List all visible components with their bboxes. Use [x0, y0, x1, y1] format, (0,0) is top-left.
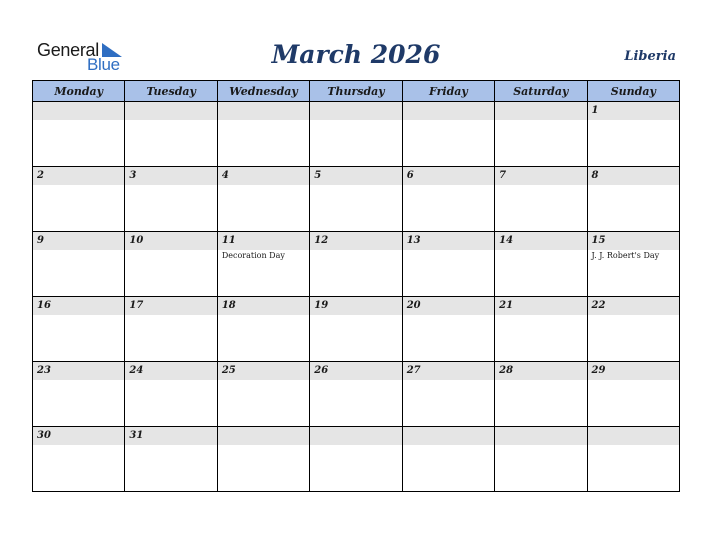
- day-cell: [217, 427, 309, 492]
- day-cell: [495, 427, 587, 492]
- day-cell: [495, 232, 587, 297]
- day-number: 2: [33, 167, 124, 185]
- day-number: 8: [588, 167, 679, 185]
- day-number: 9: [33, 232, 124, 250]
- day-number: 23: [33, 362, 124, 380]
- page-title: March 2026: [271, 40, 441, 69]
- day-cell: [217, 297, 309, 362]
- logo-word-blue: Blue: [87, 55, 120, 74]
- day-number: [588, 427, 679, 445]
- day-number: 1: [588, 102, 679, 120]
- day-number: 16: [33, 297, 124, 315]
- day-cell: [495, 102, 587, 167]
- day-number: 18: [218, 297, 309, 315]
- day-number: [218, 427, 309, 445]
- day-cell: [310, 427, 402, 492]
- day-number: 31: [125, 427, 216, 445]
- day-number: 6: [403, 167, 494, 185]
- day-number: 10: [125, 232, 216, 250]
- day-cell: [33, 102, 125, 167]
- day-number: 29: [588, 362, 679, 380]
- day-cell: [217, 102, 309, 167]
- weekday-header-row: [33, 81, 680, 102]
- day-cell: [125, 232, 217, 297]
- day-cell: [587, 362, 679, 427]
- weekday-header: Wednesday: [217, 81, 309, 102]
- day-number: 27: [403, 362, 494, 380]
- weekday-header: Friday: [402, 81, 494, 102]
- day-number: 11: [218, 232, 309, 250]
- day-number: 19: [310, 297, 401, 315]
- weekday-header: Monday: [33, 81, 125, 102]
- day-cell: [495, 362, 587, 427]
- day-number: 25: [218, 362, 309, 380]
- day-number: 28: [495, 362, 586, 380]
- day-cell: [402, 102, 494, 167]
- week-row: [33, 232, 680, 297]
- weekday-header: Thursday: [310, 81, 402, 102]
- country-label: Liberia: [624, 49, 676, 64]
- weekday-header: Saturday: [495, 81, 587, 102]
- week-row: [33, 297, 680, 362]
- day-cell: [402, 232, 494, 297]
- day-cell: [310, 167, 402, 232]
- day-cell: [217, 167, 309, 232]
- day-number: [403, 102, 494, 120]
- day-cell: [402, 427, 494, 492]
- day-cell: [310, 362, 402, 427]
- day-number: 14: [495, 232, 586, 250]
- day-number: [495, 102, 586, 120]
- day-number: [33, 102, 124, 120]
- week-row: [33, 427, 680, 492]
- day-cell: [310, 102, 402, 167]
- day-cell: [125, 167, 217, 232]
- day-cell: [33, 232, 125, 297]
- day-number: 5: [310, 167, 401, 185]
- day-number: [125, 102, 216, 120]
- holiday-label: J. J. Robert's Day: [591, 251, 660, 260]
- day-cell: [125, 102, 217, 167]
- day-cell: [33, 362, 125, 427]
- day-cell: [125, 297, 217, 362]
- day-number: 30: [33, 427, 124, 445]
- day-cell: [310, 232, 402, 297]
- day-cell: [587, 232, 679, 297]
- day-number: [218, 102, 309, 120]
- week-row: [33, 102, 680, 167]
- day-cell: [33, 167, 125, 232]
- day-number: 17: [125, 297, 216, 315]
- day-number: 3: [125, 167, 216, 185]
- day-number: 4: [218, 167, 309, 185]
- day-cell: [402, 297, 494, 362]
- day-cell: [33, 427, 125, 492]
- day-number: 24: [125, 362, 216, 380]
- day-number: [310, 102, 401, 120]
- day-cell: [217, 362, 309, 427]
- day-number: 7: [495, 167, 586, 185]
- day-cell: [402, 362, 494, 427]
- day-cell: [587, 167, 679, 232]
- day-cell: [495, 167, 587, 232]
- day-number: 20: [403, 297, 494, 315]
- day-cell: [587, 427, 679, 492]
- weekday-header: Tuesday: [125, 81, 217, 102]
- day-number: 12: [310, 232, 401, 250]
- day-number: 26: [310, 362, 401, 380]
- logo-word-general: General: [37, 40, 99, 60]
- day-cell: [495, 297, 587, 362]
- day-cell: [33, 297, 125, 362]
- weekday-header: Sunday: [587, 81, 679, 102]
- day-number: [403, 427, 494, 445]
- day-cell: [217, 232, 309, 297]
- day-number: 21: [495, 297, 586, 315]
- day-cell: [125, 362, 217, 427]
- week-row: [33, 167, 680, 232]
- day-cell: [125, 427, 217, 492]
- holiday-label: Decoration Day: [221, 251, 285, 260]
- day-number: 22: [588, 297, 679, 315]
- day-number: [495, 427, 586, 445]
- week-row: [33, 362, 680, 427]
- day-cell: [587, 102, 679, 167]
- day-cell: [587, 297, 679, 362]
- calendar-grid: [32, 80, 680, 492]
- day-cell: [310, 297, 402, 362]
- day-number: 13: [403, 232, 494, 250]
- day-number: 15: [588, 232, 679, 250]
- calendar-body: [33, 102, 680, 492]
- day-number: [310, 427, 401, 445]
- day-cell: [402, 167, 494, 232]
